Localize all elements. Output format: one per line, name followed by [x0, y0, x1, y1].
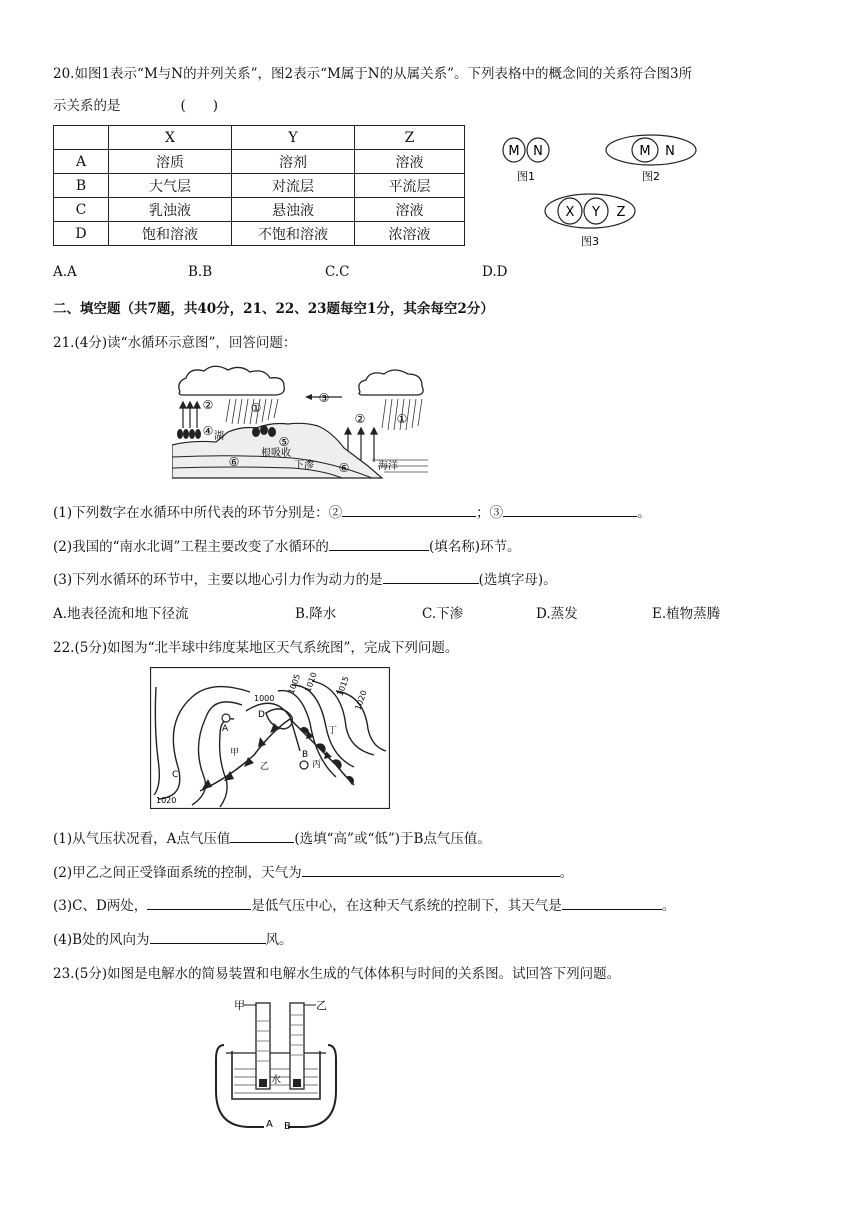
table-header-cell — [54, 126, 109, 150]
table-cell: 溶剂 — [232, 150, 355, 174]
q20-option-a[interactable]: A.A — [53, 264, 77, 280]
point-ding-label: 丁 — [328, 726, 338, 736]
fig2-m-label: M — [639, 144, 651, 159]
label-circle-5: ⑤ — [278, 435, 290, 449]
isobar-label-1015: 1015 — [335, 675, 351, 698]
q20-option-c[interactable]: C.C — [325, 264, 350, 280]
q20-venn-figures — [495, 130, 705, 252]
weather-system-map — [150, 667, 390, 809]
q22-blank-sub4[interactable] — [150, 931, 266, 944]
q21-option-d[interactable]: D.蒸发 — [536, 606, 578, 622]
isobar-label-1000: 1000 — [254, 694, 275, 703]
fig3-caption: 图3 — [581, 235, 599, 248]
isobar-label-1010: 1010 — [303, 671, 319, 694]
figure-3 — [545, 194, 635, 248]
water-cycle-diagram — [172, 362, 430, 480]
table-row — [54, 222, 465, 246]
q21-blank-3[interactable] — [503, 504, 637, 517]
q20-stem-line2 — [53, 94, 218, 114]
q22-sub1 — [53, 827, 491, 847]
q20-table — [53, 125, 465, 246]
fig3-y-label: Y — [592, 205, 600, 220]
table-cell: A — [54, 150, 109, 174]
q21-sub3-text-b: (选填字母)。 — [478, 572, 557, 588]
label-circle-1-left: ① — [250, 401, 262, 415]
figure-2 — [606, 135, 696, 183]
table-cell: 乳浊液 — [109, 198, 232, 222]
table-header-cell: Y — [232, 126, 355, 150]
table-header-cell: Z — [355, 126, 465, 150]
q23-stem: 23.(5分)如图是电解水的简易装置和电解水生成的气体体积与时间的关系图。试回答下列问题。 — [53, 966, 621, 982]
q20-answer-paren[interactable]: ( ) — [180, 98, 219, 114]
q21-option-e[interactable]: E.植物蒸腾 — [652, 606, 721, 622]
q22-sub4-text-a: (4)B处的风向为 — [53, 932, 150, 948]
q20-stem-line1: 20.如图1表示“M与N的并列关系”，图2表示“M属于N的从属关系”。下列表格中的概念间的关系符合图3所 — [53, 66, 693, 82]
isobar-label-1020-left: 1020 — [156, 796, 177, 805]
q21-option-c[interactable]: C.下渗 — [422, 606, 464, 622]
point-yi-label: 乙 — [260, 762, 270, 772]
q21-sub1 — [53, 501, 651, 521]
q22-sub3-text-a: (3)C、D两处， — [53, 898, 148, 914]
isobar-label-1005: 1005 — [286, 672, 303, 696]
q20-option-d[interactable]: D.D — [482, 264, 508, 280]
q22-stem: 22.(5分)如图为“北半球中纬度某地区天气系统图”，完成下列问题。 — [53, 640, 459, 656]
fig3-x-label: X — [565, 205, 575, 220]
q21-sub2 — [53, 535, 520, 555]
table-cell: 平流层 — [355, 174, 465, 198]
table-cell: D — [54, 222, 109, 246]
q21-sub1-text-b: ；③ — [476, 505, 504, 521]
table-header-row — [54, 126, 465, 150]
fig1-caption: 图1 — [517, 170, 535, 183]
q21-sub3-text-a: (3)下列水循环的环节中，主要以地心引力作为动力的是 — [53, 572, 383, 588]
lake-label: 湖 — [214, 431, 224, 442]
q21-stem: 21.(4分)读“水循环示意图”，回答问题： — [53, 335, 297, 351]
q22-sub2 — [53, 861, 573, 881]
q20-stem-text: 示关系的是 — [53, 98, 121, 114]
q22-sub4 — [53, 928, 293, 948]
tube-yi — [290, 1003, 304, 1089]
label-circle-2-left: ② — [202, 398, 214, 412]
q22-sub3-text-c: 。 — [661, 898, 676, 914]
label-circle-3: ③ — [318, 391, 330, 405]
electrolysis-apparatus — [210, 995, 350, 1137]
label-circle-1-right: ① — [396, 412, 408, 426]
left-trees — [177, 429, 201, 439]
table-cell: C — [54, 198, 109, 222]
fig1-n-label: N — [533, 144, 543, 159]
isobar-label-1020-right: 1020 — [353, 689, 369, 712]
root-absorb-label: 根吸收 — [261, 448, 291, 459]
map-frame — [151, 668, 390, 809]
q21-blank-sub2[interactable] — [329, 538, 429, 551]
q22-sub4-text-b: 风。 — [265, 932, 293, 948]
point-bing-label: 丙 — [312, 760, 322, 770]
q21-option-b[interactable]: B.降水 — [295, 606, 337, 622]
q22-blank-sub1[interactable] — [230, 830, 294, 843]
table-header-cell: X — [109, 126, 232, 150]
q20-option-b[interactable]: B.B — [188, 264, 213, 280]
point-b-marker — [300, 761, 308, 769]
table-cell: 对流层 — [232, 174, 355, 198]
table-cell: 溶液 — [355, 198, 465, 222]
figure-1 — [503, 138, 549, 183]
table-cell: 饱和溶液 — [109, 222, 232, 246]
q22-sub2-text-b: 。 — [559, 865, 574, 881]
point-jia-label: 甲 — [230, 748, 240, 758]
tube-yi-label: 乙 — [316, 999, 327, 1012]
table-row — [54, 174, 465, 198]
table-row — [54, 198, 465, 222]
q21-sub1-text-c: 。 — [637, 505, 651, 521]
q21-option-a[interactable]: A.地表径流和地下径流 — [53, 606, 189, 622]
table-cell: 不饱和溶液 — [232, 222, 355, 246]
point-d-label: D — [258, 710, 265, 720]
q22-blank-sub2[interactable] — [302, 864, 560, 877]
electrode-b — [293, 1079, 301, 1087]
electrode-a — [259, 1079, 267, 1087]
fig2-caption: 图2 — [642, 170, 660, 183]
table-cell: 溶质 — [109, 150, 232, 174]
electrode-a-label: A — [266, 1119, 273, 1130]
point-a-label: A — [222, 724, 229, 734]
ocean-label: 海洋 — [378, 461, 398, 472]
q21-sub3 — [53, 568, 557, 588]
table-cell: B — [54, 174, 109, 198]
fig2-n-label: N — [665, 144, 675, 159]
fig3-z-label: Z — [616, 205, 626, 220]
q21-sub1-text-a: (1)下列数字在水循环中所代表的环节分别是：② — [53, 505, 343, 521]
vapor-transport-arrow — [305, 391, 342, 405]
section-heading: 二、填空题（共7题，共40分，21、22、23题每空1分，其余每空2分） — [53, 301, 494, 317]
table-cell: 溶液 — [355, 150, 465, 174]
infiltration-label: 下渗 — [294, 460, 314, 471]
table-cell: 浓溶液 — [355, 222, 465, 246]
fig1-m-label: M — [508, 144, 520, 159]
point-b-label: B — [302, 750, 309, 760]
label-circle-6-right: ⑥ — [338, 461, 350, 475]
right-cloud-shape — [359, 370, 423, 395]
q22-blank-sub3b[interactable] — [562, 897, 662, 910]
label-circle-6-left: ⑥ — [228, 455, 240, 469]
label-circle-4: ④ — [202, 424, 214, 438]
q21-sub2-text-b: (填名称)环节。 — [428, 539, 521, 555]
electrode-b-label: B — [284, 1121, 291, 1132]
point-a-marker — [222, 714, 230, 722]
table-cell: 悬浊液 — [232, 198, 355, 222]
point-c-label: C — [172, 770, 179, 780]
q22-sub2-text-a: (2)甲乙之间正受锋面系统的控制，天气为 — [53, 865, 302, 881]
table-cell: 大气层 — [109, 174, 232, 198]
tube-jia — [256, 1003, 270, 1089]
table-row — [54, 150, 465, 174]
q22-blank-sub3a[interactable] — [147, 897, 251, 910]
q21-blank-2[interactable] — [342, 504, 476, 517]
q22-sub1-text-a: (1)从气压状况看，A点气压值 — [53, 831, 231, 847]
label-circle-2-right: ② — [354, 412, 366, 426]
q21-sub2-text-a: (2)我国的“南水北调”工程主要改变了水循环的 — [53, 539, 329, 555]
q22-sub3-text-b: 是低气压中心，在这种天气系统的控制下，其天气是 — [251, 898, 562, 914]
q22-sub3 — [53, 894, 675, 914]
left-cloud-shape — [179, 366, 284, 395]
q21-blank-sub3[interactable] — [383, 571, 479, 584]
q22-sub1-text-b: (选填“高”或“低”)于B点气压值。 — [294, 831, 491, 847]
water-label: 水 — [271, 1075, 281, 1086]
left-evaporation-arrows — [180, 402, 200, 428]
tube-jia-label: 甲 — [234, 999, 245, 1012]
